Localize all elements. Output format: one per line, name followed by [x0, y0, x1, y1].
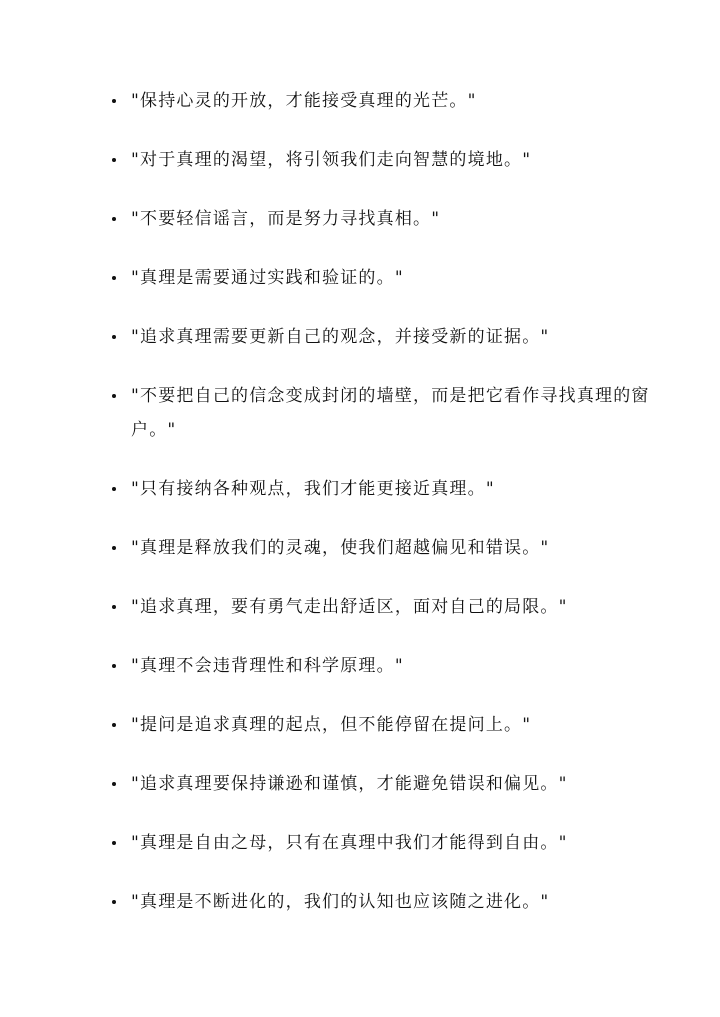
list-item — [112, 708, 652, 742]
bullet-icon — [112, 158, 116, 162]
bullet-icon — [112, 394, 116, 398]
bullet-icon — [112, 900, 116, 904]
quote-text: "真理是需要通过实践和验证的。" — [131, 268, 404, 288]
list-item — [112, 531, 652, 565]
bullet-icon — [112, 276, 116, 280]
quote-text: "只有接纳各种观点，我们才能更接近真理。" — [131, 479, 495, 499]
list-item — [112, 649, 652, 683]
bullet-icon — [112, 841, 116, 845]
list-item — [112, 826, 652, 860]
bullet-icon — [112, 99, 116, 103]
bullet-icon — [112, 782, 116, 786]
bullet-icon — [112, 664, 116, 668]
list-item — [112, 885, 652, 919]
list-item — [112, 143, 652, 177]
quote-text: "不要把自己的信念变成封闭的墙壁，而是把它看作寻找真理的窗户。" — [131, 386, 650, 440]
bullet-icon — [112, 546, 116, 550]
quote-text: "不要轻信谣言，而是努力寻找真相。" — [131, 209, 441, 229]
list-item — [112, 379, 652, 447]
quote-text: "提问是追求真理的起点，但不能停留在提问上。" — [131, 715, 532, 735]
quote-text: "真理不会违背理性和科学原理。" — [131, 656, 404, 676]
quote-text: "保持心灵的开放，才能接受真理的光芒。" — [131, 91, 477, 111]
list-item — [112, 261, 652, 295]
quote-text: "真理是自由之母，只有在真理中我们才能得到自由。" — [131, 833, 568, 853]
quote-text: "对于真理的渴望，将引领我们走向智慧的境地。" — [131, 150, 532, 170]
bullet-icon — [112, 217, 116, 221]
quote-text: "真理是不断进化的，我们的认知也应该随之进化。" — [131, 892, 550, 912]
list-item — [112, 472, 652, 506]
bullet-icon — [112, 487, 116, 491]
bullet-icon — [112, 723, 116, 727]
quote-text: "追求真理要保持谦逊和谨慎，才能避免错误和偏见。" — [131, 774, 568, 794]
list-item — [112, 84, 652, 118]
list-item — [112, 320, 652, 354]
list-item — [112, 590, 652, 624]
list-item — [112, 767, 652, 801]
quote-text: "真理是释放我们的灵魂，使我们超越偏见和错误。" — [131, 538, 550, 558]
quote-text: "追求真理，要有勇气走出舒适区，面对自己的局限。" — [131, 597, 568, 617]
bullet-icon — [112, 335, 116, 339]
quote-list — [112, 84, 652, 944]
list-item — [112, 202, 652, 236]
quote-text: "追求真理需要更新自己的观念，并接受新的证据。" — [131, 327, 550, 347]
bullet-icon — [112, 605, 116, 609]
